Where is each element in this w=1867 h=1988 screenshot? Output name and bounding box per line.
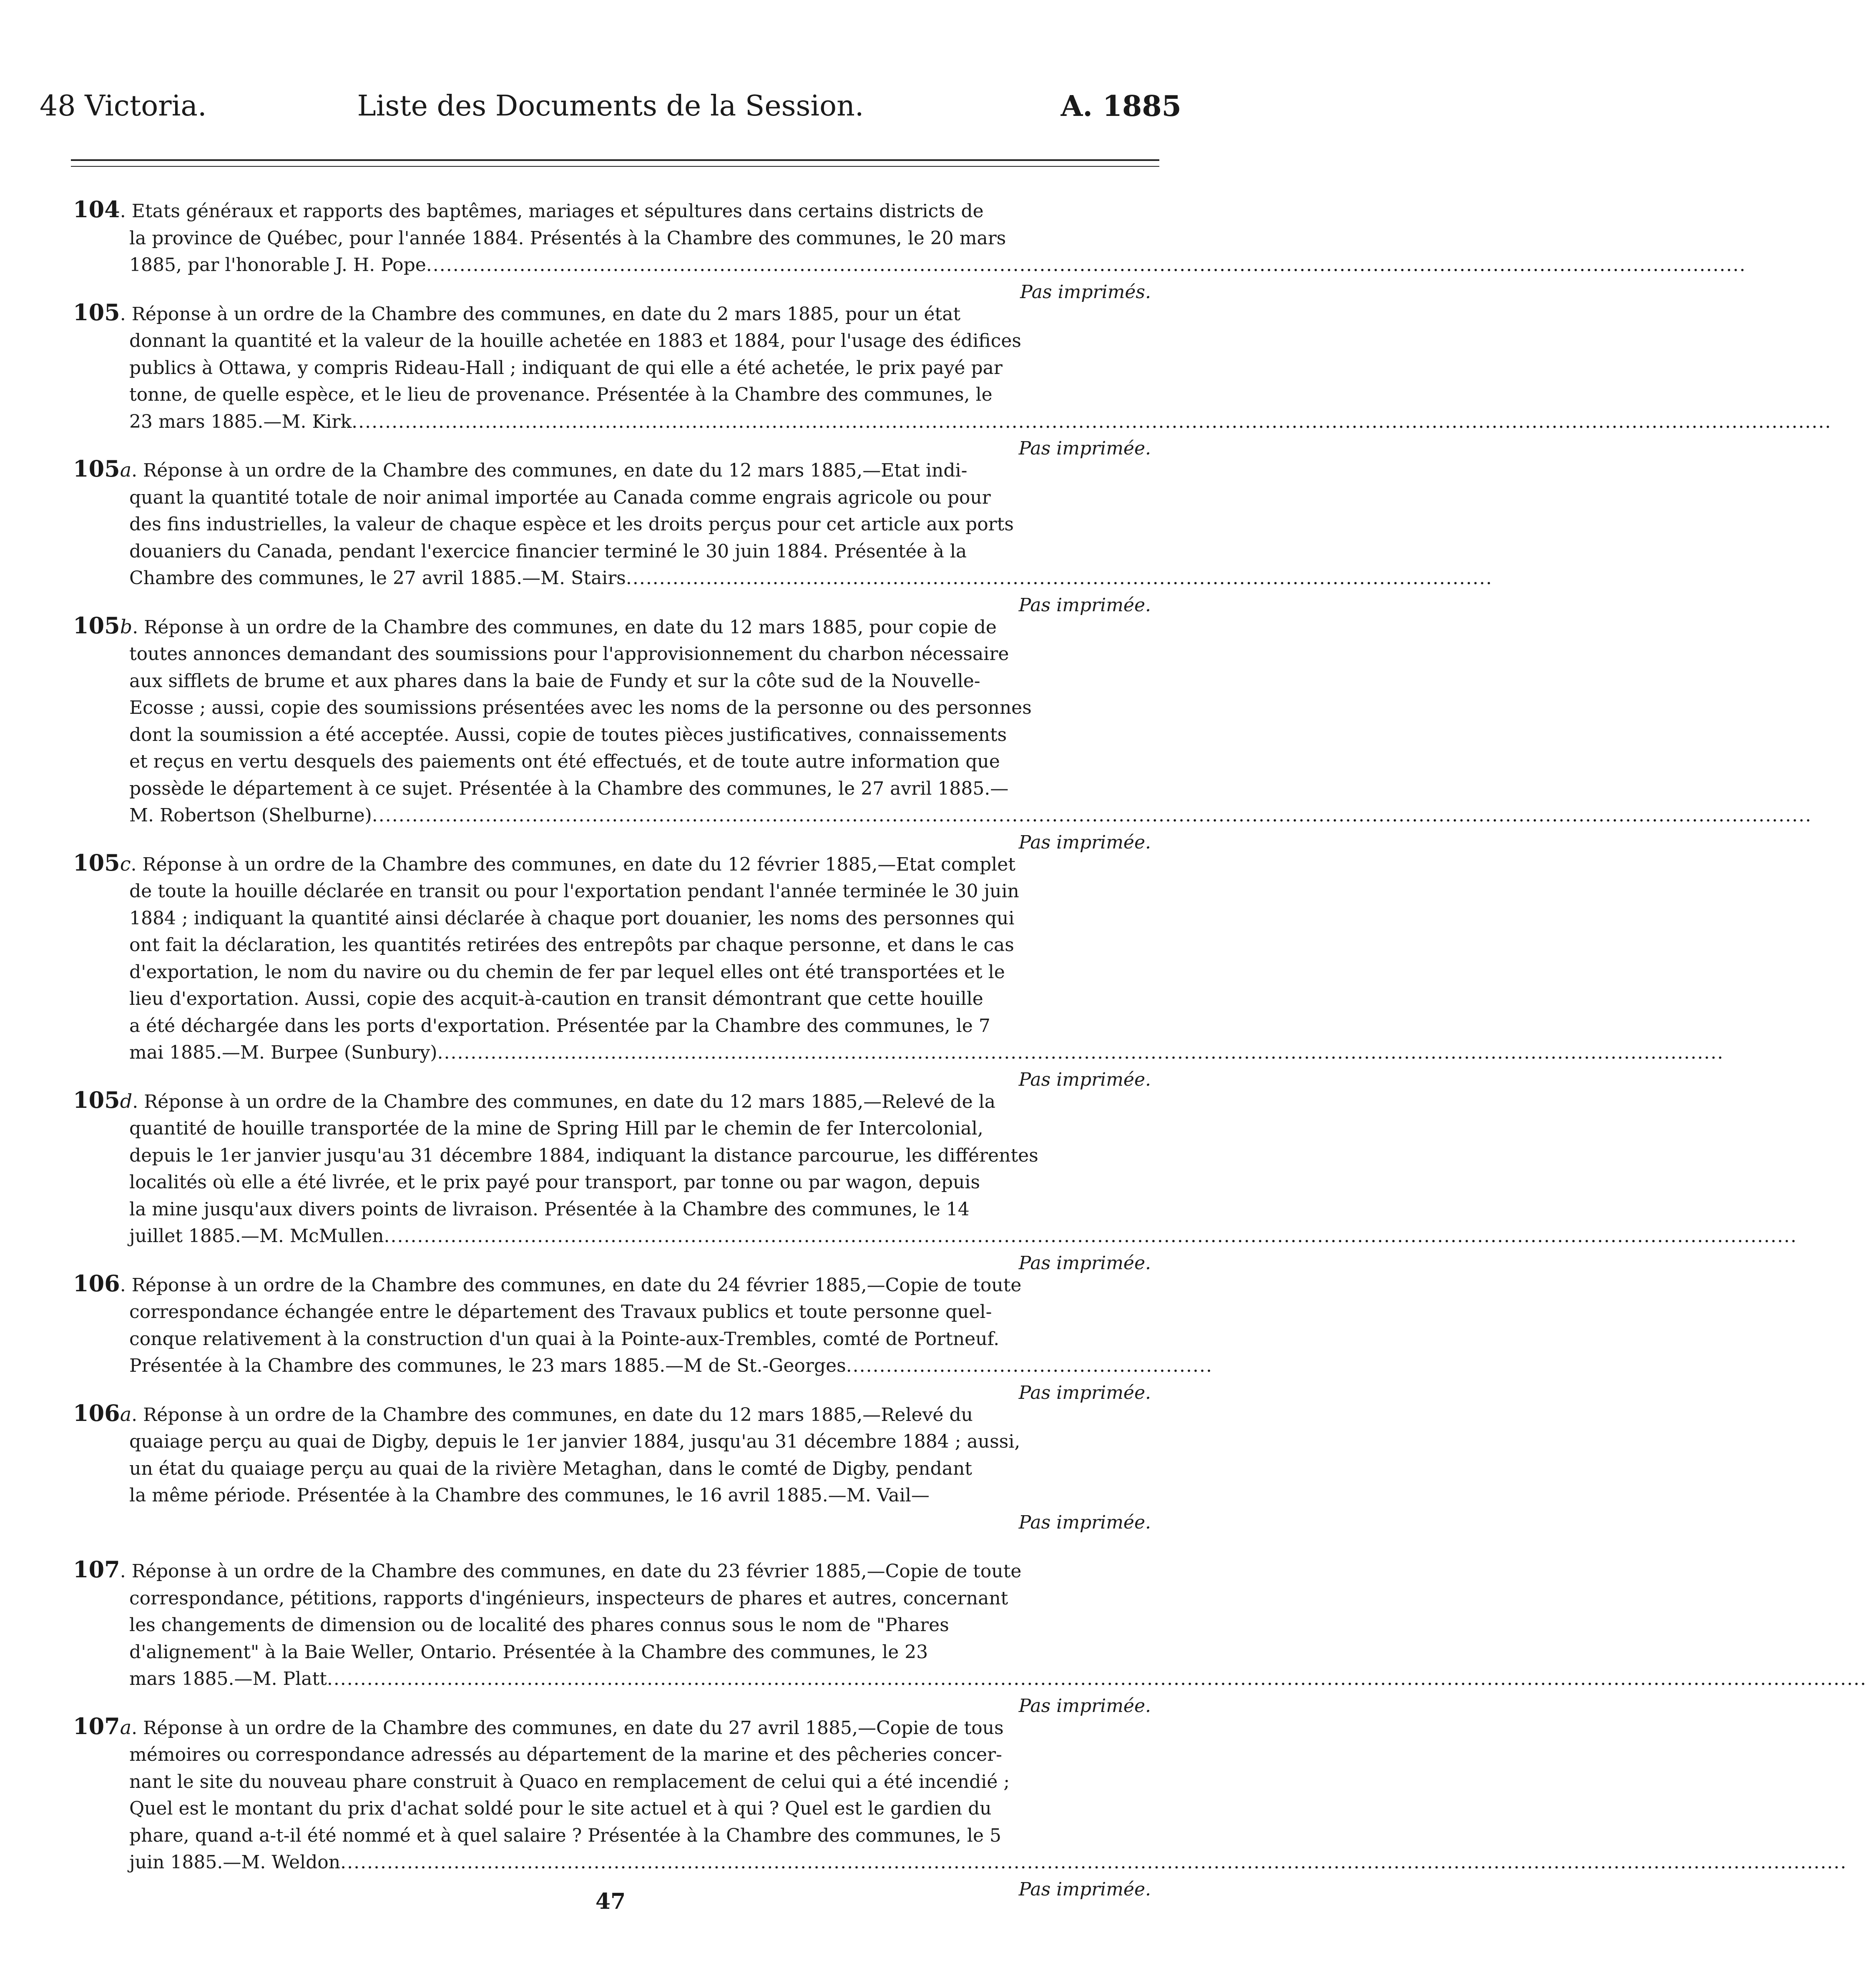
entry-text: mémoires ou correspondance adressés au département de la marine et des pêcheries concer- <box>129 1744 1003 1765</box>
entry-line <box>40 748 1161 776</box>
entry-number-value: 104 <box>73 196 120 223</box>
entry-line <box>40 1013 1161 1040</box>
leader-dots: ....................................................... <box>846 1355 1213 1376</box>
entry-line <box>40 1612 1161 1639</box>
header-volume: 48 Victoria. <box>40 90 207 123</box>
header-year: A. 1885 <box>1060 90 1181 123</box>
leader-dots: ....................................................................................................................................................................................................................................... <box>327 1668 1867 1689</box>
entry-line <box>40 1769 1161 1796</box>
entry-line <box>40 1456 1161 1483</box>
entry-text: possède le département à ce sujet. Présentée à la Chambre des communes, le 27 avril 1885.— <box>129 778 1009 799</box>
entry-text: Ecosse ; aussi, copie des soumissions présentées avec les noms de la personne ou des personnes <box>129 697 1032 718</box>
entry-number-suffix: a <box>120 1716 132 1739</box>
entry-text: quantité de houille transportée de la mine de Spring Hill par le chemin de fer Intercolonial, <box>129 1118 983 1139</box>
entry-first-line <box>40 1087 1161 1116</box>
entry-text: des fins industrielles, la valeur de chaque espèce et les droits perçus pour cet article aux ports <box>129 514 1014 535</box>
entry-text: . Réponse à un ordre de la Chambre des communes, en date du 12 mars 1885,—Etat indi- <box>131 460 967 481</box>
entry-line <box>40 382 1161 409</box>
entry-text: . Réponse à un ordre de la Chambre des communes, en date du 24 février 1885,—Copie de toute <box>120 1274 1022 1296</box>
entry-text: tonne, de quelle espèce, et le lieu de provenance. Présentée à la Chambre des communes, le <box>129 384 993 405</box>
header-title: Liste des Documents de la Session. <box>357 90 864 123</box>
print-status: Pas imprimés. <box>1020 281 1151 303</box>
document-entry <box>40 1086 1797 1274</box>
entry-line <box>40 802 1812 853</box>
print-status: Pas imprimée. <box>1018 831 1151 853</box>
entry-line <box>40 1666 1867 1717</box>
entry-line <box>40 1142 1161 1170</box>
entry-line <box>40 1039 1724 1090</box>
entry-text: lieu d'exportation. Aussi, copie des acquit-à-caution en transit démontrant que cette houille <box>129 988 983 1009</box>
leader-dots: ................................................................................................................................................................................................. <box>437 1042 1724 1063</box>
entry-text: la mine jusqu'aux divers points de livraison. Présentée à la Chambre des communes, le 14 <box>129 1198 970 1220</box>
document-entry <box>40 849 1724 1090</box>
entry-text: Chambre des communes, le 27 avril 1885.—M. Stairs <box>129 567 626 589</box>
entry-text: 23 mars 1885.—M. Kirk <box>129 411 352 432</box>
print-status: Pas imprimée. <box>1018 1252 1151 1274</box>
document-entry <box>40 299 1832 459</box>
entry-text: nant le site du nouveau phare construit à Quaco en remplacement de celui qui a été incendié ; <box>129 1771 1010 1792</box>
entry-number-value: 107 <box>73 1556 120 1583</box>
entry-number-suffix: a <box>120 1403 132 1426</box>
leader-dots: .................................................................................................................................. <box>626 567 1493 589</box>
entry-text: conque relativement à la construction d'un quai à la Pointe-aux-Trembles, comté de Portneuf. <box>129 1328 1000 1350</box>
print-status: Pas imprimée. <box>1018 438 1151 459</box>
document-entry <box>40 455 1493 616</box>
entry-first-line <box>40 299 1161 328</box>
entry-first-line <box>40 1400 1161 1429</box>
entry-line <box>40 409 1832 459</box>
print-status: Pas imprimée. <box>1018 594 1151 616</box>
entry-number <box>73 1087 132 1115</box>
entry-text: localités où elle a été livrée, et le prix payé pour transport, par tonne ou par wagon, depuis <box>129 1172 980 1193</box>
entry-number-value: 105 <box>73 455 120 482</box>
leader-dots: ...................................................................................................................................................................................................... <box>426 254 1746 276</box>
print-status: Pas imprimée. <box>1018 1878 1151 1900</box>
entry-first-line <box>40 612 1161 641</box>
leader-dots: .................................................................................................................................................................................................................... <box>384 1225 1797 1247</box>
entry-number <box>73 612 132 640</box>
document-entry <box>40 612 1812 853</box>
entry-line <box>40 1742 1161 1769</box>
entry-number-value: 107 <box>73 1712 120 1740</box>
entry-line <box>40 932 1161 959</box>
leader-dots: .............................................................................................................................................................................................................................. <box>352 411 1832 432</box>
print-status: Pas imprimée. <box>1018 1382 1151 1403</box>
entry-text: juin 1885.—M. Weldon <box>129 1852 341 1873</box>
entry-text: douaniers du Canada, pendant l'exercice financier terminé le 30 juin 1884. Présentée à la <box>129 540 967 562</box>
entry-text: correspondance, pétitions, rapports d'ingénieurs, inspecteurs de phares et autres, concernant <box>129 1587 1008 1609</box>
entry-line <box>40 1849 1847 1900</box>
entry-number <box>73 196 120 223</box>
entry-line <box>40 565 1493 616</box>
entry-text: 1884 ; indiquant la quantité ainsi déclarée à chaque port douanier, les noms des personnes qui <box>129 907 1015 929</box>
leader-dots: .................................................................................................................................................................................................................................. <box>340 1852 1847 1873</box>
entry-line <box>40 1795 1161 1822</box>
page-number: 47 <box>595 1889 626 1914</box>
entry-line <box>40 695 1161 722</box>
entry-line <box>40 641 1161 668</box>
entry-status-line <box>40 1509 1161 1536</box>
entry-text: d'exportation, le nom du navire ou du chemin de fer par lequel elles ont été transportées et le <box>129 961 1005 983</box>
entry-number <box>73 1556 120 1583</box>
entry-text: aux sifflets de brume et aux phares dans la baie de Fundy et sur la côte sud de la Nouvelle- <box>129 670 980 692</box>
entry-text: M. Robertson (Shelburne) <box>129 805 372 826</box>
entry-text: donnant la quantité et la valeur de la houille achetée en 1883 et 1884, pour l'usage des édifices <box>129 330 1022 351</box>
entry-number <box>73 299 120 326</box>
entry-text: quaiage perçu au quai de Digby, depuis le 1er janvier 1884, jusqu'au 31 décembre 1884 ; aussi, <box>129 1431 1020 1452</box>
entry-line <box>40 252 1746 303</box>
entry-text: a été déchargée dans les ports d'exportation. Présentée par la Chambre des communes, le 7 <box>129 1015 990 1037</box>
entry-text: . Réponse à un ordre de la Chambre des communes, en date du 12 février 1885,—Etat complet <box>131 853 1015 875</box>
entry-first-line <box>40 1713 1161 1742</box>
entry-number <box>73 1270 120 1297</box>
entry-line <box>40 1326 1161 1353</box>
entry-text: Quel est le montant du prix d'achat soldé pour le site actuel et à qui ? Quel est le gardien du <box>129 1798 992 1819</box>
entry-number-suffix: b <box>120 615 133 638</box>
document-entry <box>40 196 1746 303</box>
entry-line <box>40 668 1161 695</box>
entry-text: ont fait la déclaration, les quantités retirées des entrepôts par chaque personne, et dans le cas <box>129 934 1014 956</box>
entry-text: phare, quand a-t-il été nommé et à quel salaire ? Présentée à la Chambre des communes, le 5 <box>129 1825 1001 1846</box>
page-header <box>40 83 1181 129</box>
entry-line <box>40 1585 1161 1612</box>
entry-text: Présentée à la Chambre des communes, le 23 mars 1885.—M de St.-Georges <box>129 1355 846 1376</box>
entry-line <box>40 722 1161 749</box>
entry-text: mai 1885.—M. Burpee (Sunbury) <box>129 1042 437 1063</box>
entry-line <box>40 1169 1161 1196</box>
document-entry <box>40 1270 1213 1403</box>
entry-text: un état du quaiage perçu au quai de la rivière Metaghan, dans le comté de Digby, pendant <box>129 1458 972 1479</box>
entry-text: . Réponse à un ordre de la Chambre des communes, en date du 23 février 1885,—Copie de toute <box>120 1561 1022 1582</box>
entry-line <box>40 1428 1161 1456</box>
entry-line <box>40 328 1161 355</box>
entry-text: et reçus en vertu desquels des paiements ont été effectués, et de toute autre information que <box>129 751 1000 772</box>
leader-dots: ........................................................................................................................................................................................................................ <box>372 805 1812 826</box>
entry-text: la même période. Présentée à la Chambre des communes, le 16 avril 1885.—M. Vail— <box>129 1485 930 1506</box>
entry-line <box>40 484 1161 512</box>
entry-line <box>40 1299 1161 1326</box>
entry-text: d'alignement" à la Baie Weller, Ontario. Présentée à la Chambre des communes, le 23 <box>129 1641 928 1663</box>
entry-text: . Réponse à un ordre de la Chambre des communes, en date du 12 mars 1885,—Relevé du <box>131 1404 973 1426</box>
entry-line <box>40 878 1161 905</box>
entry-text: depuis le 1er janvier jusqu'au 31 décembre 1884, indiquant la distance parcourue, les différentes <box>129 1145 1038 1166</box>
entry-text: . Etats généraux et rapports des baptêmes, mariages et sépultures dans certains districts de <box>120 201 984 222</box>
print-status: Pas imprimée. <box>1018 1511 1151 1533</box>
entry-line <box>40 1639 1161 1666</box>
entry-line <box>40 1353 1213 1403</box>
entry-number-suffix: a <box>120 459 132 481</box>
entry-line <box>40 1196 1161 1223</box>
entry-text: quant la quantité totale de noir animal importée au Canada comme engrais agricole ou pour <box>129 487 991 508</box>
entry-first-line <box>40 455 1161 484</box>
entry-first-line <box>40 1556 1161 1585</box>
header-rule-thin <box>71 166 1159 167</box>
entry-text: 1885, par l'honorable J. H. Pope <box>129 254 426 276</box>
entry-text: dont la soumission a été acceptée. Aussi, copie de toutes pièces justificatives, connaissements <box>129 724 1007 746</box>
entry-text: . Réponse à un ordre de la Chambre des communes, en date du 2 mars 1885, pour un état <box>120 303 961 325</box>
entry-line <box>40 959 1161 986</box>
entry-text: de toute la houille déclarée en transit ou pour l'exportation pendant l'année terminée le 30 juin <box>129 881 1019 902</box>
entry-text: . Réponse à un ordre de la Chambre des communes, en date du 27 avril 1885,—Copie de tous <box>131 1717 1004 1739</box>
entry-text: toutes annonces demandant des soumissions pour l'approvisionnement du charbon nécessaire <box>129 643 1009 665</box>
entry-line <box>40 986 1161 1013</box>
print-status: Pas imprimée. <box>1018 1695 1151 1717</box>
entry-number <box>73 455 131 484</box>
entry-first-line <box>40 849 1161 879</box>
entry-number <box>73 1400 131 1428</box>
entry-number <box>73 849 131 878</box>
entry-line <box>40 776 1161 803</box>
entry-first-line <box>40 1270 1161 1299</box>
entry-number-suffix: d <box>120 1089 133 1112</box>
entry-line <box>40 225 1161 252</box>
entry-text: les changements de dimension ou de localité des phares connus sous le nom de "Phares <box>129 1614 949 1636</box>
entry-text: correspondance échangée entre le département des Travaux publics et toute personne quel- <box>129 1301 992 1323</box>
entry-text: . Réponse à un ordre de la Chambre des communes, en date du 12 mars 1885, pour copie de <box>132 616 997 638</box>
entry-text: la province de Québec, pour l'année 1884. Présentés à la Chambre des communes, le 20 mars <box>129 227 1006 249</box>
entry-line <box>40 1223 1797 1274</box>
entry-line <box>40 355 1161 382</box>
entry-number-value: 105 <box>73 1086 120 1113</box>
entry-line <box>40 905 1161 932</box>
entry-text: mars 1885.—M. Platt <box>129 1668 327 1689</box>
document-entry <box>40 1712 1847 1900</box>
document-entry <box>40 1556 1867 1717</box>
print-status: Pas imprimée. <box>1018 1069 1151 1090</box>
entry-number-value: 106 <box>73 1270 120 1297</box>
document-list <box>40 196 1867 1903</box>
entry-line <box>40 1115 1161 1142</box>
entry-number-value: 106 <box>73 1399 120 1426</box>
entry-line <box>40 511 1161 538</box>
entry-line <box>40 1482 1161 1509</box>
entry-first-line <box>40 196 1161 225</box>
entry-line <box>40 1822 1161 1850</box>
entry-text: . Réponse à un ordre de la Chambre des communes, en date du 12 mars 1885,—Relevé de la <box>132 1091 995 1112</box>
entry-number-value: 105 <box>73 849 120 876</box>
entry-number <box>73 1713 131 1741</box>
entry-text: publics à Ottawa, y compris Rideau-Hall ; indiquant de qui elle a été achetée, le prix payé par <box>129 357 1003 379</box>
entry-number-value: 105 <box>73 612 120 639</box>
document-entry <box>40 1400 1161 1536</box>
entry-line <box>40 538 1161 565</box>
header-rule <box>71 159 1159 161</box>
entry-number-value: 105 <box>73 299 120 326</box>
entry-number-suffix: c <box>120 852 131 875</box>
entry-text: juillet 1885.—M. McMullen <box>129 1225 384 1247</box>
